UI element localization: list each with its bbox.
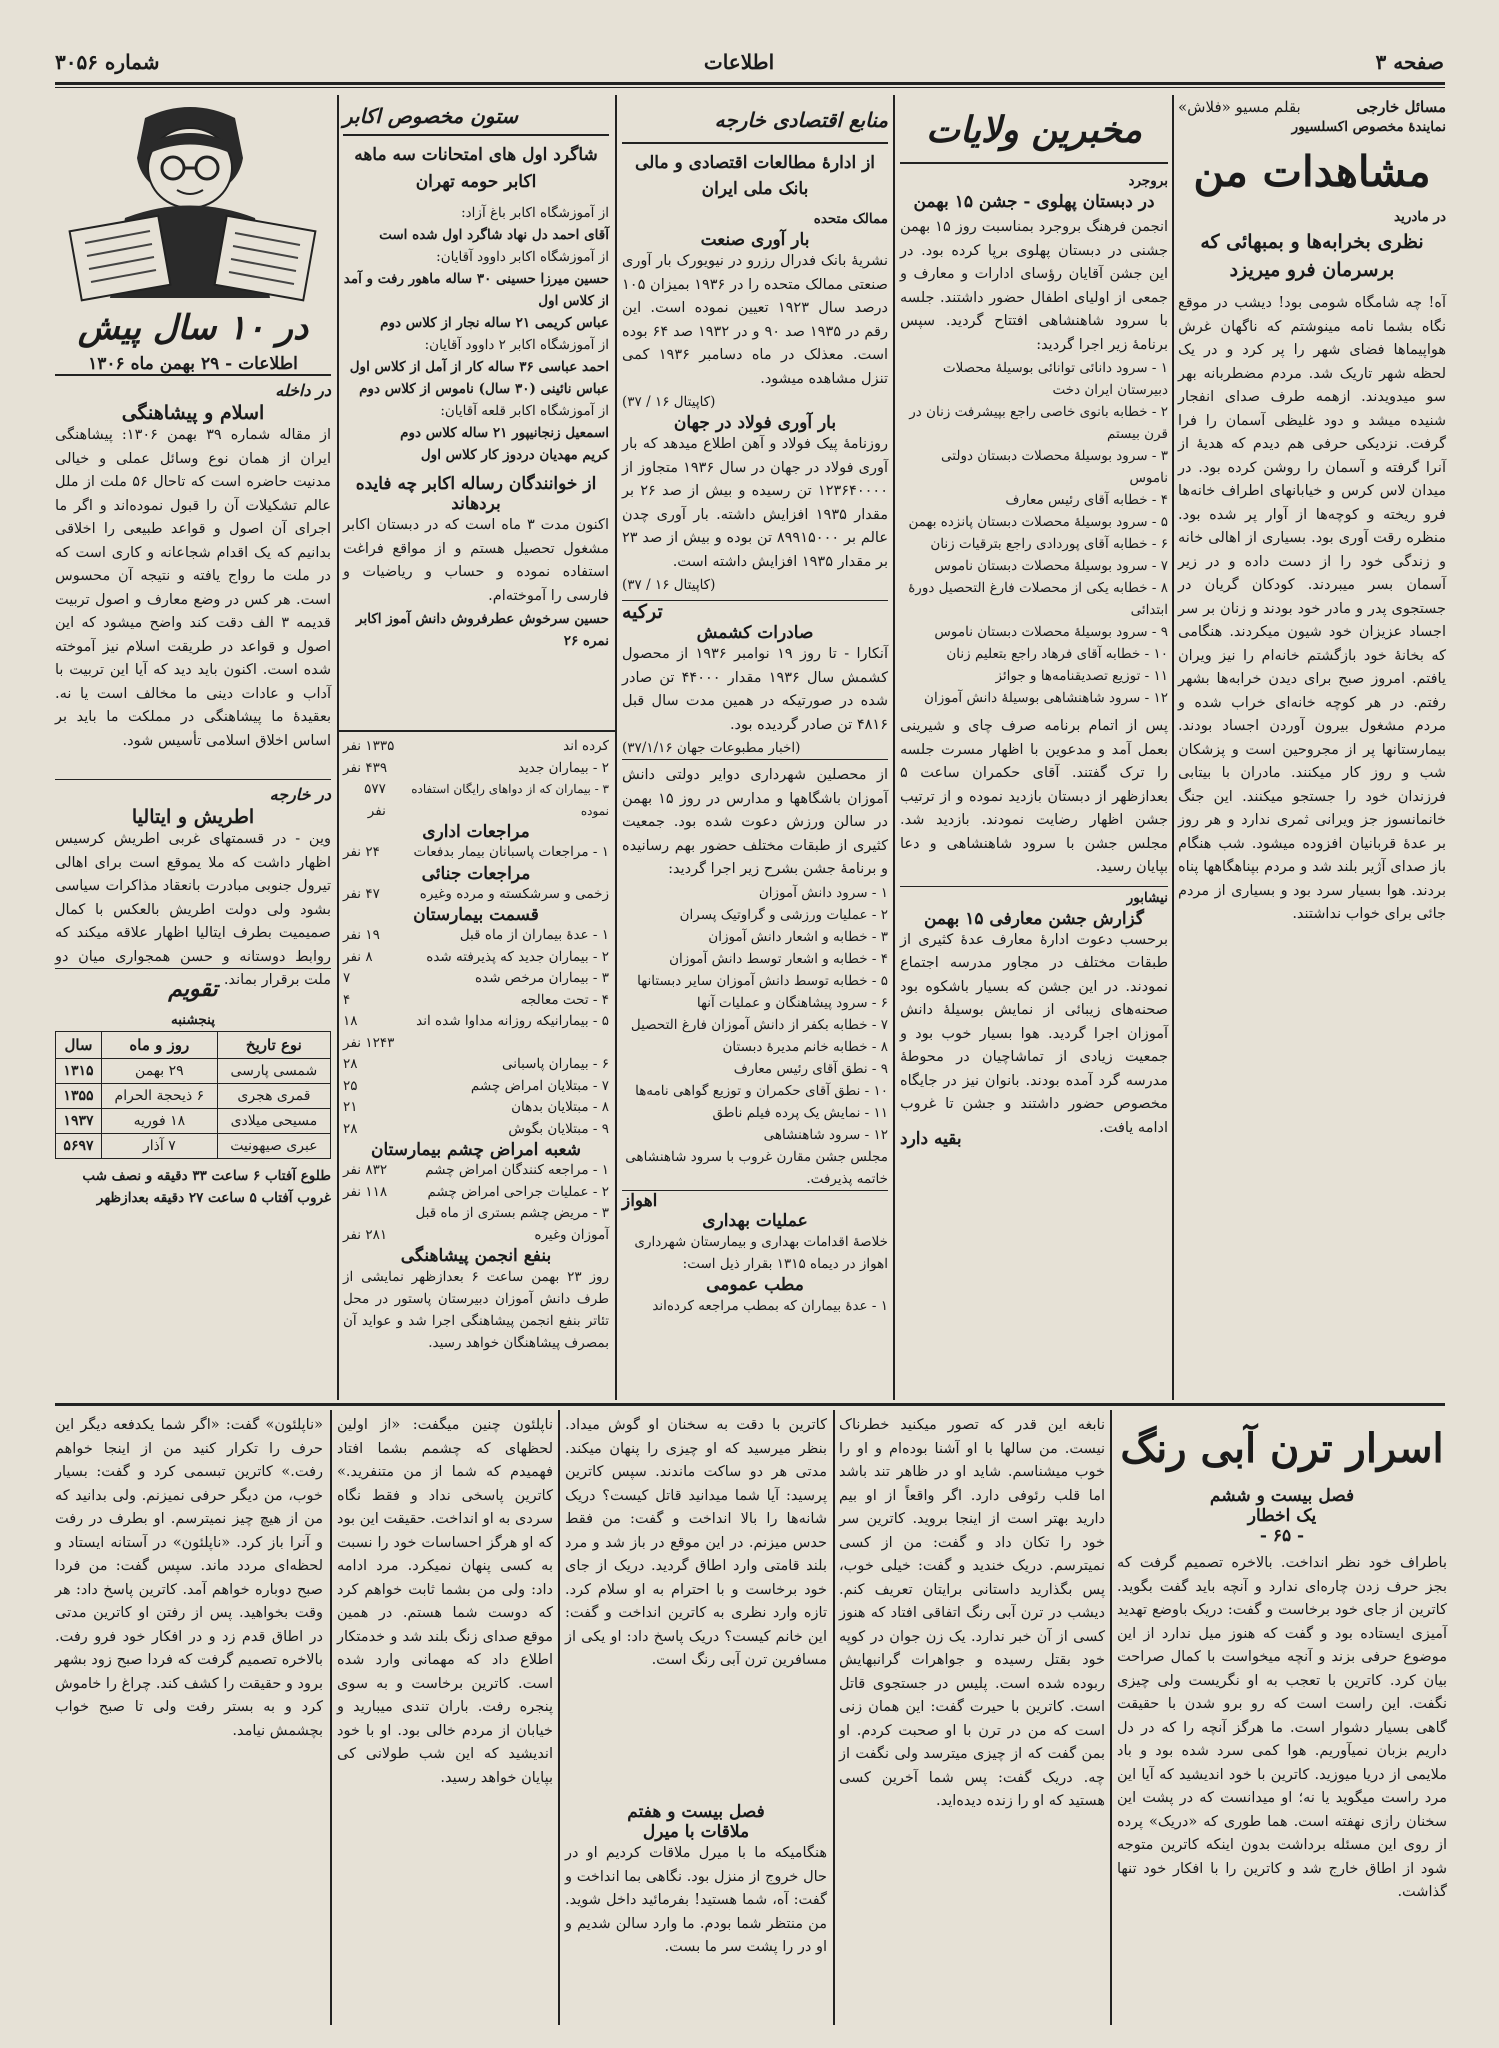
stat-row: ۱ - مراجعه کنندگان امراض چشم ۸۳۲ نفر — [343, 1162, 609, 1178]
list-line: اسمعیل زنجانیپور ۲۱ ساله کلاس دوم — [400, 425, 609, 441]
sunrise-time: طلوع آفتاب ۶ ساعت ۳۳ دقیقه و نصف شب — [82, 1168, 331, 1184]
source: (کاپیتال ۱۶ / ۳۷) — [622, 577, 716, 593]
serial-column — [565, 1414, 827, 1982]
byline-role: نمایندهٔ مخصوص اکسلسیور — [1291, 119, 1446, 135]
section-logo: در ۱۰ سال پیش — [77, 308, 309, 348]
list-line: از آموزشگاه اکابر داوود آقایان: — [436, 249, 609, 265]
program-item: ۴ - خطابه آقای رئیس معارف — [1005, 492, 1168, 508]
stat-row: ۹ - مبتلایان بگوش ۲۸ — [343, 1120, 609, 1137]
article-body: آنکارا - تا روز ۱۹ نوامبر ۱۹۳۶ از محصول کشمش سال ۱۹۳۶ مقدار ۴۴۰۰۰ تن صادر شده در صورتیکه در همین مدت سال قبل ۴۸۱۶ تن صادر گردیده بود. — [622, 646, 889, 733]
serial-text: هنگامیکه ما با میرل ملاقات کردیم او در حال خروج از منزل بود. نگاهی بما انداخت و گفت: آه، شما هستید! بفرمائید داخل شوید. من منتظر شما بودم. ما وارد سالن شدیم و او در را پشت سر ما بست. — [565, 1845, 827, 1955]
installment-number: - ۶۵ - — [1259, 1526, 1305, 1546]
program-item: ۵ - خطابه توسط دانش آموزان سایر دبستانها — [637, 972, 888, 989]
program-item: ۱۱ - توزیع تصدیقنامه‌ها و جوائز — [995, 668, 1168, 684]
foreign-affairs-article — [1178, 98, 1446, 1457]
serial-text: نابغه این قدر که تصور میکنید خطرناک نیست. من سالها با او آشنا بوده‌ام و او را خوب میشناسم. شاید او در ظاهر تند باشد اما قلب رئوفی دارد. اگر واقعاً از او بیم دارید بهتر است از اینجا بروید. کاترین سر خود را تکان داد و گفت: من از کسی نمیترسم. دریک خندید و گفت: خیلی خوب، پس بگذارید داستانی برایتان تعریف کنم. دیشب در ترن آبی رنگ اتفاقی افتاد که هنوز کسی از آن خبر ندارد. یک زن جوان در کوپه خود بقتل رسیده و جواهرات گرانبهایش ربوده شده است. پلیس در جستجوی قاتل است. کاترین با حیرت گفت: این همان زنی است که من در ترن با او صحبت کردم. او بمن گفت که از چیزی میترسد ولی نگفت از چه. دریک گفت: پس شما آخرین کسی هستید که او را زنده دیده‌اید. — [839, 1417, 1105, 1809]
stat-row: ۲ - بیماران جدید که پذیرفته شده ۸ نفر — [343, 948, 609, 965]
stat-row: ۳ - مریض چشم بستری از ماه قبل — [415, 1205, 609, 1221]
article-body: روزنامهٔ پیک فولاد و آهن اطلاع میدهد که بار آوری فولاد در جهان در سال ۱۹۳۶ متجاوز از ۱۲۳۶۴۰۰۰۰ تن رسیده و بیش از صد ۲۶ بر مقدار ۱۹۳۵ افزایش داشته. بار آوری چدن عالم بر ۸۹۹۱۵۰۰۰ تن بوده و بیش از صد ۲۳ بر مقدار ۱۹۳۵ افزایش داشته است. — [622, 436, 889, 570]
adult-education-column — [343, 98, 609, 652]
program-item: ۱۲ - سرود شاهنشاهی — [763, 1126, 888, 1143]
section-label: مسائل خارجی — [1356, 98, 1446, 116]
hospital-divider — [337, 730, 615, 732]
sunset-time: غروب آفتاب ۵ ساعت ۲۷ دقیقه بعدازظهر — [96, 1190, 331, 1206]
economic-news — [622, 98, 888, 1317]
col-header: روز و ماه — [101, 1032, 217, 1059]
list-line: عباس کریمی ۲۱ ساله نجار از کلاس دوم — [380, 315, 609, 331]
serial-text: «ناپلئون» گفت: «اگر شما یکدفعه دیگر این حرف را تکرار کنید من از اینجا خواهم رفت.» کاترین تبسمی کرد و گفت: بسیار خوب، من دیگر حرفی نمیزنم. ولی بدانید که من از هیچ چیز نمیترسم. او بطرف در رفت و آنرا باز کرد. «ناپلئون» در آستانه ایستاد و لحظه‌ای مردد ماند. سپس گفت: من فردا صبح دوباره خواهم آمد. کاترین پاسخ داد: هر وقت بخواهید. پس از رفتن او کاترین مدتی در اطاق قدم زد و در افکار خود فرو رفت. بالاخره تصمیم گرفت که فردا صبح زود بشهر برود و حقیقت را کشف کند. چراغ را خاموش کرد و به بستر رفت ولی تا صبح خواب بچشمش نیامد. — [54, 1417, 323, 1739]
article-title: بار آوری صنعت — [700, 230, 810, 250]
column-rule — [337, 95, 339, 1400]
article-title: صادرات کشمش — [696, 623, 814, 643]
stat-row: آموزان وغیره ۲۸۱ نفر — [343, 1226, 609, 1243]
stat-row: ۱۲۴۳ نفر — [343, 1034, 395, 1051]
table-row: شمسی پارسی ۲۹ بهمن ۱۳۱۵ — [56, 1059, 331, 1084]
program-item: ۵ - سرود بوسیلهٔ محصلات دبستان پانزده بهمن — [908, 514, 1168, 530]
dateline: در مادرید — [1394, 209, 1446, 225]
list-line: از آموزشگاه اکابر ۲ داوود آقایان: — [424, 337, 609, 353]
program-item: ۱۲ - سرود شاهنشاهی بوسیلهٔ دانش آموزان — [924, 690, 1168, 706]
list-line: حسین میرزا حسینی ۳۰ ساله ماهور رفت و آمد از کلاس اول — [343, 271, 609, 309]
program-item: ۸ - خطابه یکی از محصلات فارغ التحصیل دورهٔ ابتدائی — [908, 580, 1168, 618]
subheadline: نظری بخرابه‌ها و بمبهائی که برسرمان فرو میریزد — [1200, 231, 1424, 281]
hospital-statistics — [343, 736, 609, 1354]
article-body: برحسب دعوت ادارهٔ معارف عدهٔ کثیری از طبقات مختلف در مجاور مدرسه اجتماع نمودند. در این جشن که بسیار باشکوه بود صحنه‌های زیبائی از نمایش بوسیلهٔ دانش آموزان اجرا گردید. هوا بسیار خوب بود و جمعیت زیادی از تماشاچیان در محوطهٔ مدرسه گرد آمده بودند. بانوان نیز در جایگاه مخصوص حضور داشتند و جشن تا غروب ادامه یافت. — [900, 931, 1168, 1136]
program-item: ۶ - سرود پیشاهنگان و عملیات آنها — [696, 994, 888, 1011]
subsection-label: در داخله — [275, 381, 331, 400]
col-header: نوع تاریخ — [217, 1032, 330, 1059]
signature: حسین سرخوش عطرفروش دانش آموز اکابر نمره ۲۶ — [356, 611, 609, 649]
city-label: اهواز — [622, 1190, 888, 1211]
serial-text: ناپلئون چنین میگفت: «از اولین لحظهای که چشمم بشما افتاد فهمیدم که شما از من متنفرید.» کاترین پاسخی نداد و فقط نگاه سردی به او انداخت. حقیقت این بود که او هرگز احساسات خود را نسبت به کسی پنهان نمیکرد. مرد ادامه داد: ولی من بشما ثابت خواهم کرد که دوست شما هستم. در همین موقع صدای زنگ بلند شد و خدمتکار اطلاع داد که مهمانی وارد شده است. کاترین برخاست و به سوی پنجره رفت. باران تندی میبارید و خیابان از مردم خالی بود. او با خود اندیشید که این شب طولانی کی بپایان خواهد رسید. — [337, 1417, 553, 1786]
serial-rule — [55, 1403, 1445, 1406]
column-rule — [1172, 95, 1174, 1400]
table-header-row — [56, 1032, 331, 1059]
list-line: از آموزشگاه اکابر باغ آزاد: — [461, 205, 609, 221]
article-body: وین - در قسمتهای غربی اطریش کرسیس اظهار داشت که ملا یموقع است برای اهالی تیرول جنوبی مبادرت بانعقاد مذاکرات سیاسی بشود ولی دولت اطریش بالعکس با کمال صمیمیت بطرف ایتالیا اظهار علاقه میکند که روابط دوستانه و حسن همجواری میان دو ملت برقرار بماند. — [55, 831, 331, 988]
masthead-rule — [55, 82, 1445, 85]
article-body: خلاصهٔ اقدامات بهداری و بیمارستان شهرداری اهواز در دیماه ۱۳۱۵ بقرار ذیل است: — [634, 1233, 888, 1272]
list-line: کریم مهدیان دردوز کار کلاس اول — [420, 447, 609, 463]
ten-years-ago — [55, 98, 331, 1209]
subsection-label: در خارجه — [55, 779, 331, 806]
article-body: مجلس جشن مقارن غروب با سرود شاهنشاهی خاتمه پذیرفت. — [625, 1148, 888, 1187]
list-line: آقای احمد دل نهاد شاگرد اول شده است — [379, 227, 609, 243]
article-body: اکنون مدت ۳ ماه است که در دبستان اکابر مشغول تحصیل هستم و از مواقع فراغت استفاده نموده و حساب و ریاضیات و فارسی را آموخته‌ام. — [343, 517, 609, 604]
country-label: ترکیه — [622, 600, 888, 623]
program-item: ۱۰ - خطابه آقای فرهاد راجع بتعلیم زنان — [946, 646, 1168, 662]
program-item: ۹ - سرود بوسیلهٔ محصلات دبستان ناموس — [934, 624, 1168, 640]
issue-number: شماره ۳۰۵۶ — [55, 50, 160, 74]
stat-row: ۱ - عدهٔ بیماران از ماه قبل ۱۹ نفر — [343, 927, 609, 943]
list-line: عباس نائینی (۳۰ سال) ناموس از کلاس دوم — [359, 381, 609, 397]
weekday: پنجشنبه — [171, 1012, 215, 1028]
program-item: ۶ - خطابه آقای پوردادی راجع بترقیات زنان — [930, 536, 1168, 552]
article-body: ۱ - عدهٔ بیماران که بمطب مراجعه کرده‌اند — [652, 1297, 888, 1314]
headline: مشاهدات من — [1193, 147, 1431, 196]
program-item: ۳ - سرود بوسیلهٔ محصلات دبستان دولتی ناموس — [941, 448, 1168, 486]
table-row: مسیحی میلادی ۱۸ فوریه ۱۹۳۷ — [56, 1109, 331, 1134]
chapter-subtitle: یک اخطار — [1247, 1506, 1317, 1526]
serial-text: کاترین با دقت به سخنان او گوش میداد. بنظر میرسید که او چیزی را پنهان میکند. مدتی هر دو ساکت ماندند. سپس کاترین پرسید: آیا شما میدانید قاتل کیست؟ دریک شانه‌ها را بالا انداخت و گفت: من فقط حدس میزنم. در این موقع در باز شد و مرد بلند قامتی وارد اطاق گردید. دریک از جای خود برخاست و با احترام به او سلام کرد. تازه وارد نظری به کاترین انداخت و گفت: این خانم کیست؟ دریک پاسخ داد: او یکی از مسافرین ترن آبی رنگ است. — [565, 1417, 827, 1668]
article-title: اطریش و ایتالیا — [131, 806, 255, 828]
list-line: از آموزشگاه اکابر قلعه آقایان: — [440, 403, 609, 419]
city-label: نیشابور — [900, 886, 1168, 909]
section-date: اطلاعات - ۲۹ بهمن ماه ۱۳۰۶ — [55, 354, 331, 376]
page-number: صفحه ۳ — [1375, 50, 1444, 74]
stat-heading: بنفع انجمن پیشاهنگی — [400, 1246, 552, 1266]
program-item: ۱ - سرود دانش آموزان — [758, 884, 888, 901]
byline: بقلم مسیو «فلاش» — [1178, 98, 1301, 116]
program-item: ۲ - خطابه بانوی خاصی راجع بپیشرفت زنان در قرن بیستم — [909, 404, 1168, 442]
article-body: روز ۲۳ بهمن ساعت ۶ بعدازظهر نمایشی از طرف دانش آموزان دبیرستان پاستور در محل تئاتر بنفع انجمن پیشاهنگی اجرا شد و عواید آن بمصرف پیشاهنگان خواهد رسید. — [343, 1269, 609, 1351]
program-item: ۴ - خطابه و اشعار توسط دانش آموزان — [669, 950, 888, 967]
program-item: ۹ - نطق آقای رئیس معارف — [733, 1060, 888, 1077]
section-header: ستون مخصوص اکابر — [343, 98, 609, 136]
program-item: ۷ - سرود بوسیلهٔ محصلات دبستان ناموس — [934, 558, 1168, 574]
stat-heading: مراجعات اداری — [422, 822, 530, 842]
city-label: بروجرد — [1128, 173, 1168, 189]
stat-heading: شعبه امراض چشم بیمارستان — [370, 1140, 582, 1160]
stat-row: ۵ - بیمارانیکه روزانه مداوا شده اند ۱۸ — [343, 1013, 609, 1029]
list-line: احمد عباسی ۳۶ ساله کار از آمل از کلاس اول — [349, 359, 609, 375]
col-header: سال — [56, 1032, 102, 1059]
program-item: ۱ - سرود دانائی توانائی بوسیلهٔ محصلات دبیرستان ایران دخت — [942, 360, 1168, 398]
column-rule — [615, 95, 617, 1400]
stat-heading: قسمت بیمارستان — [413, 905, 539, 925]
stat-row: زخمی و سرشکسته و مرده وغیره ۴۷ نفر — [343, 885, 609, 902]
stat-row: ۳ - بیماران که از دواهای رایگان استفاده نموده ۵۷۷ نفر — [364, 781, 609, 819]
stat-row: ۷ - مبتلایان امراض چشم ۲۵ — [343, 1077, 609, 1094]
chapter-title: فصل بیست و هفتم — [627, 1802, 765, 1822]
article-title: گزارش جشن معارفی ۱۵ بهمن — [923, 908, 1145, 929]
program-item: ۲ - عملیات ورزشی و گراوتیک پسران — [679, 906, 888, 923]
serial-title: اسرار ترن آبی رنگ — [1120, 1425, 1444, 1472]
article-title: بار آوری فولاد در جهان — [673, 413, 837, 433]
article-body: از محصلین شهرداری دوایر دولتی دانش آموزان باشگاهها و مدارس در روز ۱۵ بهمن در سالن ورزش دعوت شده بود. جمعیت کثیری از طبقات مختلف حضور بهم رسانیده و برنامهٔ جشن بشرح زیر اجرا گردید: — [622, 767, 888, 877]
article-body: پس از اتمام برنامه صرف چای و شیرینی بعمل آمد و مدعوین با اظهار مسرت جلسه را ترک گفتند. آقای حکمران ساعت ۵ بعدازظهر از دبستان بازدید نموده و از ترتیب جشن اظهار رضایت نمودند. بازدید شد. مجلس جشن با سرود شاهنشاهی و دعا بپایان رسید. — [900, 718, 1168, 875]
provincial-news — [900, 98, 1168, 1149]
chapter-title: فصل بیست و ششم — [1209, 1486, 1355, 1506]
stat-row: ۱ - مراجعات پاسبانان بیمار بدفعات ۲۴ نفر — [343, 844, 609, 860]
program-item: ۳ - خطابه و اشعار دانش آموزان — [708, 928, 888, 945]
intro-title: از ادارهٔ مطالعات اقتصادی و مالی بانک ملی ایران — [634, 153, 876, 199]
stat-row: کرده اند ۱۳۳۵ نفر — [343, 738, 609, 754]
source: (کاپیتال ۱۶ / ۳۷) — [622, 394, 716, 410]
stat-row: ۲ - عملیات جراحی امراض چشم ۱۱۸ نفر — [343, 1183, 609, 1200]
article-title: از خوانندگان رساله اکابر چه فایده بردهاند — [355, 474, 597, 514]
serial-story — [1117, 1412, 1447, 1972]
source: (اخبار مطبوعات جهان ۳۷/۱/۱۶) — [622, 737, 888, 760]
article-body: از مقاله شماره ۳۹ بهمن ۱۳۰۶: پیشاهنگی ایران از همان نوع وسائل عملی و خیالی مدنیت حاضره است که تاحال ۵۶ ملت از ملل عالم تشکیلات آن را قبول نموده‌اند و اگر ما اجرای آن اصول و قواعد طبیعی را اخلاقی بدانیم که یک اقدام شجاعانه و کاری است که در ملت ما رواج یافته و نتیجه آن محسوس است. هر کس در وضع معارف و اصول تربیت قدیمه ۳ الف دقت کند واضح میشود که این اصول و قواعد در طریقت اسلام نیز آموخته شده است. اکنون باید دید که آیا این تربیت با آداب و عادات دینی ما مخالف است یا نه. بعقیدهٔ ما پیشاهنگی در مملکت ما باید بر اساس اخلاق اسلامی تأسیس شود. — [55, 427, 332, 749]
stat-row: ۸ - مبتلایان بدهان ۲۱ — [343, 1099, 609, 1115]
section-header: مخبرین ولایات — [900, 98, 1168, 164]
article-title: مطب عمومی — [706, 1274, 804, 1295]
stat-row: ۴ - تحت معالجه ۴ — [343, 991, 609, 1008]
program-item: ۱۱ - نمایش یک پرده فیلم ناطق — [712, 1104, 888, 1121]
stat-row: ۲ - بیماران جدید ۴۳۹ نفر — [343, 759, 609, 776]
section-header: منابع اقتصادی خارجه — [622, 98, 888, 144]
calendar-title: تقویم — [55, 968, 331, 1009]
country-label: ممالک متحده — [813, 211, 888, 227]
program-item: ۸ - خطابه خانم مدیرهٔ دبستان — [722, 1038, 888, 1055]
continued-label: بقیه دارد — [900, 1128, 962, 1149]
serial-text: باطراف خود نظر انداخت. بالاخره تصمیم گرفت که بجز حرف زدن چاره‌ای ندارد و آنچه باید گفت بگوید. کاترین از جای خود برخاست و گفت: دریک باوضع تهدید آمیزی ایستاده بود و گفت که هنوز میل ندارد از این موضوع حرفی بزند و آنچه میخواست با کمال صراحت بیان کرد. کاترین با تعجب به او نگریست ولی چیزی نگفت. این راست است که رو برو شدن با حقیقت گاهی بسیار دشوار است. ما هرگز آنچه را که در دل داریم بزبان نمیآوریم. هوا کمی سرد شده بود و باد ملایمی از دریا میوزید. کاترین با خود اندیشید که آیا این مرد راست میگوید یا نه؛ او میدانست که در پشت این سخنان رازی نهفته است. هما طوری که «دریک» پرده از روی این مسئله برداشت بدون اینکه کاترین متوجه شود از اطاق خارج شد و کاترین را با افکار خود تنها گذاشت. — [1117, 1555, 1447, 1900]
article-title: در دبستان پهلوی - جشن ۱۵ بهمن — [913, 192, 1155, 212]
article-body: انجمن فرهنگ بروجرد بمناسبت روز ۱۵ بهمن جشنی در دبستان پهلوی برپا کرده بود. در این جشن آقایان رؤسای ادارات و معارف و جمعی از اولیای اطفال حضور داشتند. جلسه با سرود شاهنشاهی افتتاح گردید. سپس برنامهٔ زیر اجرا گردید: — [900, 219, 1169, 353]
article-body: آه! چه شامگاه شومی بود! دیشب در موقع نگاه بشما نامه مینوشتم که ناگهان غرش هواپیماها فضای شهر را پر کرد و در یک لحظه شهر تاریک شد. مردم مضطربانه بهر سو میدویدند. ازهمه طرف صدای انفجار شنیده میشد و دود غلیظی آسمان را فرا گرفت. نزدیکی حرفی هم دیدم که هدیهٔ از آنرا گرفته و آسمان را روشن کرده بود. در میدان لاس کرس و خیابانهای اطراف خانه‌ها فرو ریخته و کوچه‌ها از آوار پر شده بود. منظره رقت آوری بود. بسیاری از اهالی خانه و زندگی خود را از دست داده و در زیر آسمان بسر میبردند. کودکان گریان در جستجوی پدر و مادر خود بودند و زنان بر سر اجساد عزیزان خود شیون میکردند. هنگامی که بخانهٔ خود بازگشتم خانه‌ام را نیز ویران یافتم. امروز صبح برای دیدن خرابه‌ها بشهر رفتم. در هر کوچه خانه‌ای خراب شده و مردم مشغول بیرون آوردن اجساد بودند. بیمارستانها پر از مجروحین است و پزشکان شب و روز کار میکنند. مادران با بیتابی فرزندان خود را جستجو میکنند. این جنگ خانمانسوز جز ویرانی ثمری ندارد و هر روز بر عدهٔ قربانیان افزوده میشود. شب هنگام باز صدای آژیر بلند شد و مردم بپناهگاهها پناه بردند. هوا بسیار سرد بود و بسیاری از مردم جائی برای خواب نداشتند. — [1178, 295, 1446, 922]
stat-heading: مراجعات جنائی — [421, 863, 531, 884]
stat-row: ۶ - بیماران پاسبانی ۲۸ — [343, 1056, 609, 1072]
article-title: عملیات بهداری — [702, 1210, 808, 1231]
paper-name: اطلاعات — [703, 50, 775, 74]
table-row: قمری هجری ۶ ذیحجة الحرام ۱۳۵۵ — [56, 1084, 331, 1109]
column-rule — [893, 95, 895, 1400]
stat-row: ۳ - بیماران مرخص شده ۷ — [343, 970, 609, 986]
article-title: شاگرد اول های امتحانات سه ماهه اکابر حومه تهران — [354, 145, 598, 192]
program-item: ۱۰ - نطق آقای حکمران و توزیع گواهی نامه‌ها — [635, 1082, 888, 1099]
article-title: اسلام و پیشاهنگی — [121, 402, 265, 424]
program-item: ۷ - خطابه بکفر از دانش آموزان فارغ التحصیل — [630, 1016, 888, 1033]
calendar-table — [55, 1031, 331, 1159]
article-body: نشریهٔ بانک فدرال رزرو در نیویورک بار آوری صنعتی ممالک متحده را در ۱۹۳۶ بمیزان ۱۰۵ درصد سال ۱۹۲۳ تعیین نموده است. این رقم در ۱۹۳۵ صد ۹۰ و در ۱۹۳۲ صد ۶۴ بوده است. معذلک در ماه دسامبر ۱۹۳۶ کمی تنزل مشاهده میشود. — [622, 253, 888, 387]
reader-illustration — [55, 98, 331, 298]
table-row: عبری صیهونیت ۷ آذار ۵۶۹۷ — [56, 1134, 331, 1159]
chapter-subtitle: ملاقات با میرل — [642, 1822, 750, 1842]
